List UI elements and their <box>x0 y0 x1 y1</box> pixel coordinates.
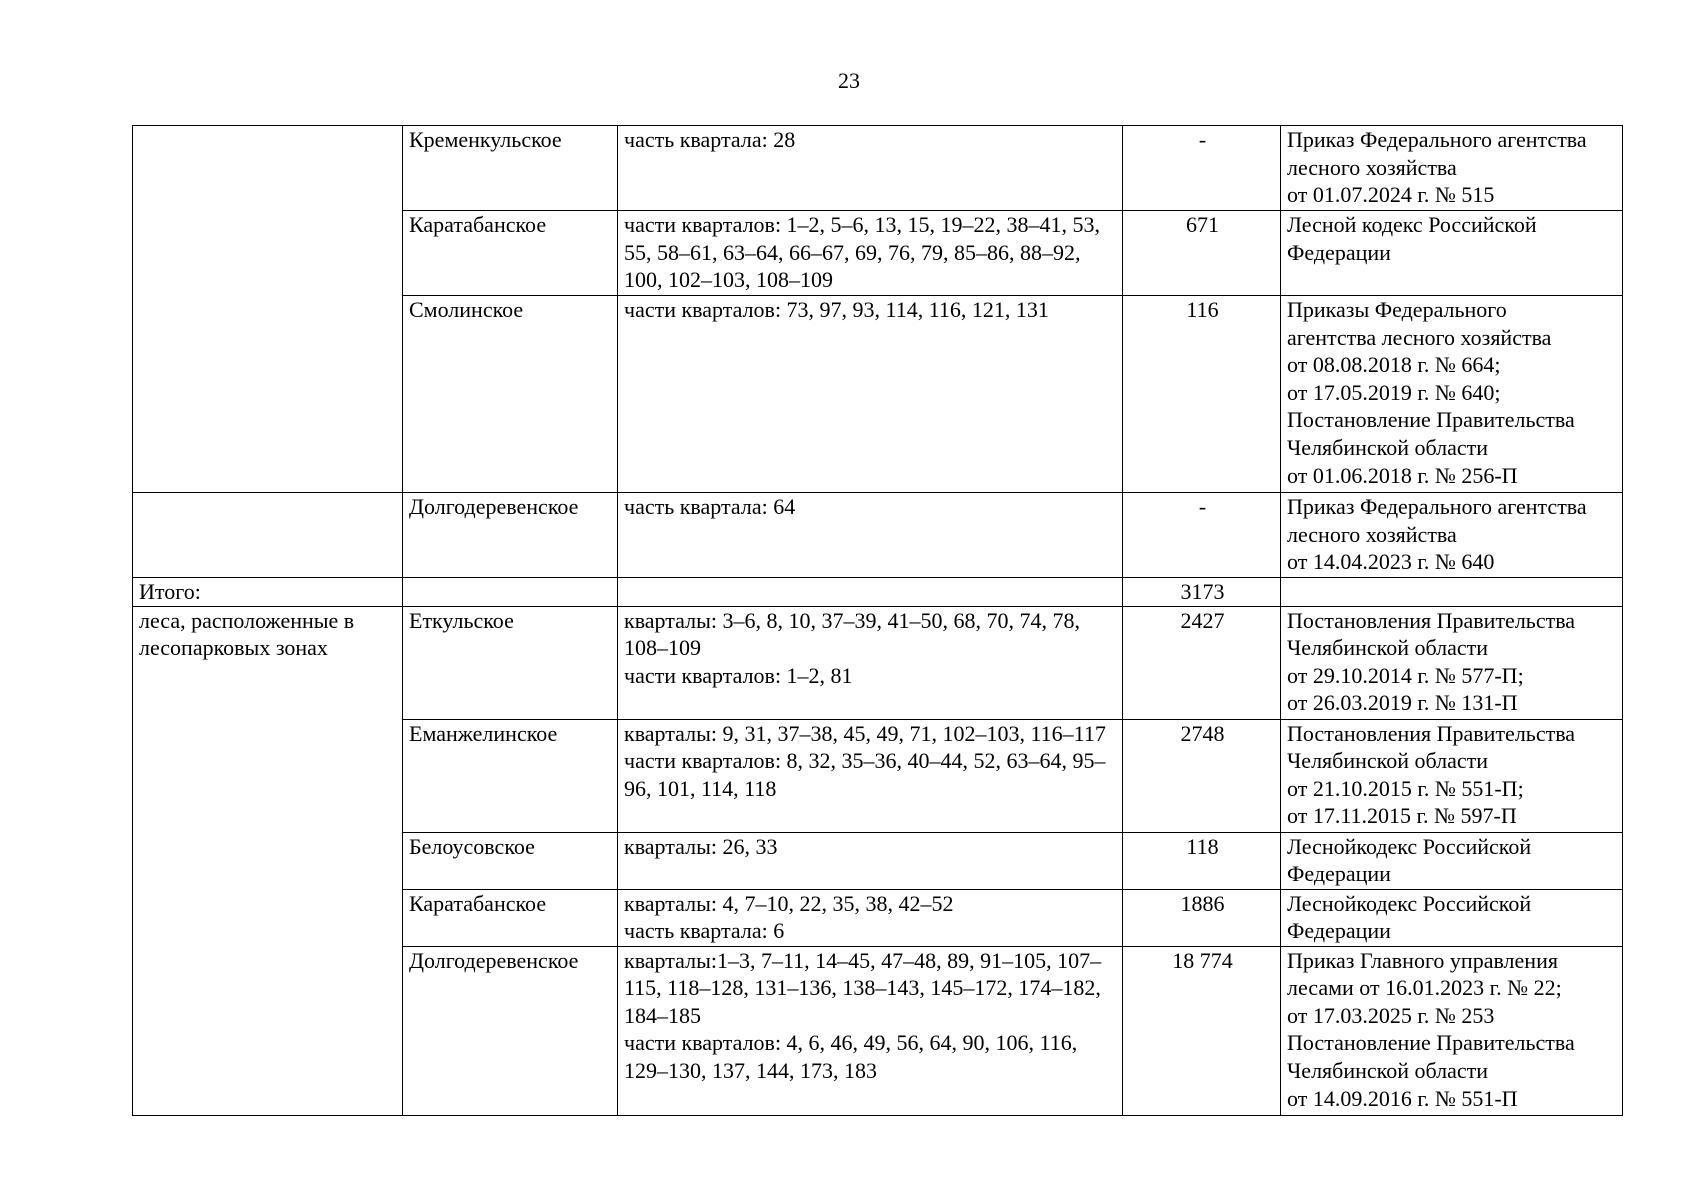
forestry-cell: Каратабанское <box>403 211 618 296</box>
area-cell: - <box>1123 126 1281 211</box>
page-number: 23 <box>838 68 860 93</box>
quarters-cell: часть квартала: 28 <box>618 126 1123 211</box>
forest-areas-table <box>132 125 1623 1116</box>
category-cell <box>133 493 403 578</box>
area-cell: 2748 <box>1123 719 1281 832</box>
forestry-cell: Долгодеревенское <box>403 493 618 578</box>
forestry-cell: Каратабанское <box>403 889 618 946</box>
table-row <box>133 126 1623 211</box>
forestry-cell: Еманжелинское <box>403 719 618 832</box>
quarters-cell: кварталы: 4, 7–10, 22, 35, 38, 42–52 часть квартала: 6 <box>618 889 1123 946</box>
forestry-cell: Долгодеревенское <box>403 946 618 1115</box>
category-cell: леса, расположенные в лесопарковых зонах <box>133 606 403 1115</box>
area-cell: 18 774 <box>1123 946 1281 1115</box>
legal-basis-cell: Лесной кодекс Российской Федерации <box>1281 211 1623 296</box>
quarters-cell: кварталы: 26, 33 <box>618 832 1123 889</box>
table-row <box>133 606 1623 719</box>
quarters-cell: кварталы: 9, 31, 37–38, 45, 49, 71, 102–103, 116–117 части кварталов: 8, 32, 35–36, 40–44, 52, 63–64, 95–96, 101, 114, 118 <box>618 719 1123 832</box>
legal-basis-cell: Приказ Федерального агентства лесного хозяйства от 14.04.2023 г. № 640 <box>1281 493 1623 578</box>
table-row <box>133 493 1623 578</box>
legal-basis-cell: Приказ Главного управления лесами от 16.01.2023 г. № 22; от 17.03.2025 г. № 253 Постановление Правительства Челябинской области от 14.09.2016 г. № 551-П <box>1281 946 1623 1115</box>
forestry-cell: Еткульское <box>403 606 618 719</box>
area-cell: 671 <box>1123 211 1281 296</box>
total-row <box>133 578 1623 607</box>
forestry-cell <box>403 578 618 607</box>
forestry-cell: Смолинское <box>403 296 618 493</box>
area-cell: - <box>1123 493 1281 578</box>
category-cell <box>133 126 403 493</box>
area-cell: 116 <box>1123 296 1281 493</box>
legal-basis-cell: Постановления Правительства Челябинской области от 29.10.2014 г. № 577-П; от 26.03.2019 г. № 131-П <box>1281 606 1623 719</box>
quarters-cell: кварталы:1–3, 7–11, 14–45, 47–48, 89, 91–105, 107–115, 118–128, 131–136, 138–143, 145–172, 174–182, 184–185 части кварталов: 4, 6, 46, 49, 56, 64, 90, 106, 116, 129–130, 137, 144, 173, 183 <box>618 946 1123 1115</box>
legal-basis-cell: Леснойкодекс Российской Федерации <box>1281 889 1623 946</box>
area-cell: 2427 <box>1123 606 1281 719</box>
legal-basis-cell: Постановления Правительства Челябинской области от 21.10.2015 г. № 551-П; от 17.11.2015 г. № 597-П <box>1281 719 1623 832</box>
quarters-cell <box>618 578 1123 607</box>
quarters-cell: части кварталов: 1–2, 5–6, 13, 15, 19–22, 38–41, 53, 55, 58–61, 63–64, 66–67, 69, 76, 79, 85–86, 88–92, 100, 102–103, 108–109 <box>618 211 1123 296</box>
forestry-cell: Белоусовское <box>403 832 618 889</box>
total-area-cell: 3173 <box>1123 578 1281 607</box>
total-label-cell: Итого: <box>133 578 403 607</box>
legal-basis-cell: Леснойкодекс Российской Федерации <box>1281 832 1623 889</box>
quarters-cell: части кварталов: 73, 97, 93, 114, 116, 121, 131 <box>618 296 1123 493</box>
quarters-cell: часть квартала: 64 <box>618 493 1123 578</box>
legal-basis-cell: Приказ Федерального агентства лесного хозяйства от 01.07.2024 г. № 515 <box>1281 126 1623 211</box>
quarters-cell: кварталы: 3–6, 8, 10, 37–39, 41–50, 68, 70, 74, 78, 108–109 части кварталов: 1–2, 81 <box>618 606 1123 719</box>
forestry-cell: Кременкульское <box>403 126 618 211</box>
area-cell: 1886 <box>1123 889 1281 946</box>
area-cell: 118 <box>1123 832 1281 889</box>
legal-basis-cell: Приказы Федерального агентства лесного хозяйства от 08.08.2018 г. № 664; от 17.05.2019 г. № 640; Постановление Правительства Челябинской области от 01.06.2018 г. № 256-П <box>1281 296 1623 493</box>
legal-basis-cell <box>1281 578 1623 607</box>
